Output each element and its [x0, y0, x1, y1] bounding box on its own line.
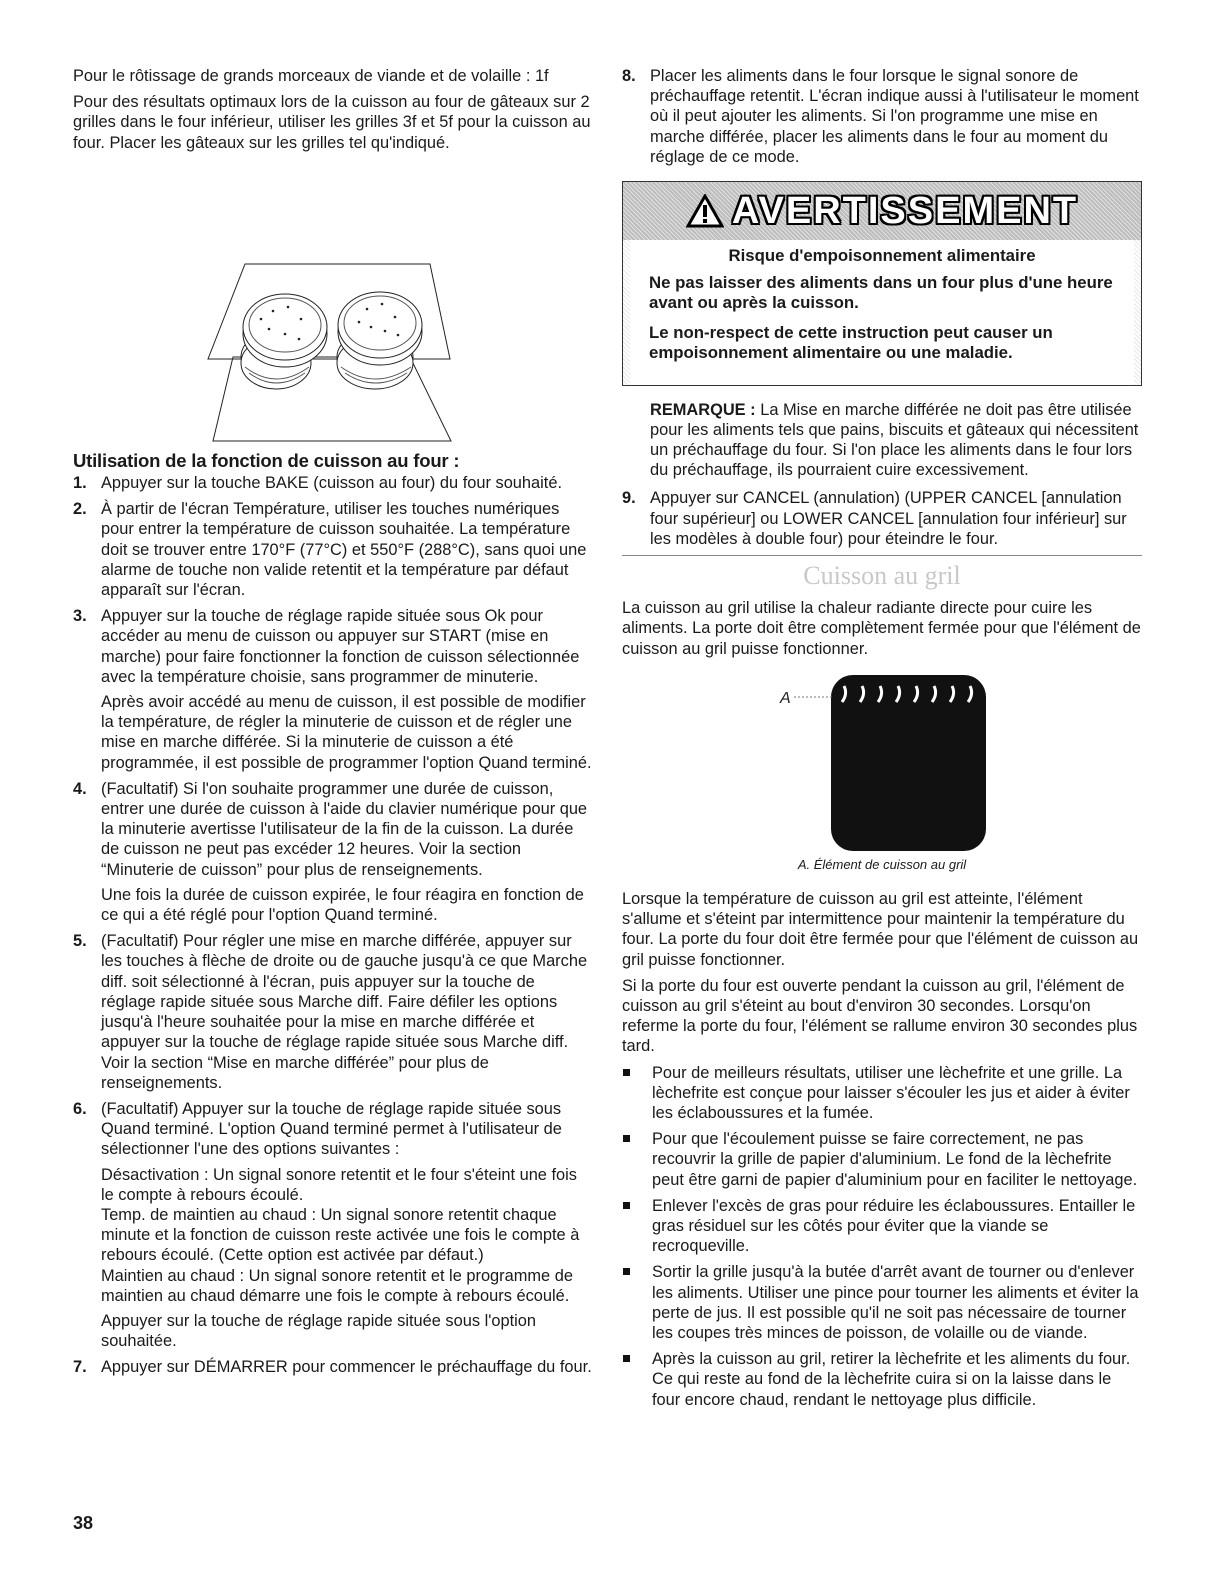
cake-rack-illustration — [73, 159, 593, 449]
step-number: 9. — [622, 489, 636, 508]
step-text: Appuyer sur DÉMARRER pour commencer le préchauffage du four. — [101, 1358, 592, 1377]
step-subparagraph: Après avoir accédé au menu de cuisson, il est possible de modifier la température, de régler la minuterie de cuisson et de régler une mise en marche différée. Si la minuterie de cuisson a été programmée, il est possible de programmer l'option Quand terminé. — [101, 693, 592, 772]
fig-label: A — [780, 689, 791, 707]
list-item: Pour de meilleurs résultats, utiliser une lèchefrite et une grille. La lèchefrite est conçue pour laisser s'écouler les jus et aider à éviter les éclaboussures et la fumée. — [622, 1063, 1142, 1124]
step-number: 1. — [73, 474, 87, 493]
broil-paragraph-1: Lorsque la température de cuisson au gril est atteinte, l'élément s'allume et s'éteint par intermittence pour maintenir la température du four. La porte du four doit être fermée pour que l'élément de cuisson au gril puisse fonctionner. — [622, 889, 1139, 969]
page-number: 38 — [73, 1513, 94, 1533]
warning-body — [622, 240, 1142, 386]
cancel-step-list — [622, 488, 1142, 549]
list-item — [73, 779, 593, 925]
step-text: Placer les aliments dans le four lorsque le signal sonore de préchauffage retentit. L'écran indique aussi à l'utilisateur le moment où il peut ajouter les aliments. Si l'on programme une mise en marche différée, placer les aliments dans le four au moment du réglage de ce mode. — [650, 67, 1139, 166]
step-subparagraph: Appuyer sur la touche de réglage rapide située sous l'option souhaitée. — [101, 1311, 537, 1351]
list-item — [73, 1357, 593, 1377]
step-number: 6. — [73, 1099, 87, 1118]
step-text: Appuyer sur la touche de réglage rapide située sous Ok pour accéder au menu de cuisson ou appuyer sur START (mise en marche) pour faire fonctionner la fonction de cuisson sélectionnée avec la température choisie, sans programmer de minuterie. — [101, 607, 580, 686]
warning-triangle-icon — [686, 194, 724, 228]
list-item — [622, 66, 1142, 167]
warning-line-1: Ne pas laisser des aliments dans un four plus d'une heure avant ou après la cuisson. — [649, 272, 1113, 313]
step-text: Appuyer sur la touche BAKE (cuisson au four) du four souhaité. — [101, 474, 563, 493]
step-number: 8. — [622, 67, 636, 85]
section-title: Utilisation de la fonction de cuisson au four : — [73, 449, 460, 471]
step-option-off: Désactivation : Un signal sonore retentit et le four s'éteint une fois le compte à rebours écoulé. — [101, 1165, 577, 1204]
broil-section-title: Cuisson au gril — [803, 560, 961, 590]
list-item — [73, 499, 593, 600]
list-item: Pour que l'écoulement puisse se faire correctement, ne pas recouvrir la grille de papier d'aluminium. Le fond de la lèchefrite peut être garni de papier d'aluminium pour en faciliter le nettoyage. — [622, 1129, 1142, 1190]
list-item — [622, 488, 1142, 549]
step-number: 3. — [73, 607, 87, 626]
step-text: Appuyer sur CANCEL (annulation) (UPPER CANCEL [annulation four supérieur] ou LOWER CANCEL [annulation four inférieur] sur les modèles à double four) pour éteindre le four. — [650, 489, 1127, 548]
list-item — [73, 473, 593, 493]
oven-racks-with-cakes-image — [73, 159, 593, 449]
right-column — [622, 66, 1142, 1416]
step-text: À partir de l'écran Température, utiliser les touches numériques pour entrer la température de cuisson souhaitée. La température doit se trouver entre 170°F (77°C) et 550°F (288°C), sans quoi une alarme de touche non valide retentit et la température par défaut apparaît sur l'écran. — [101, 500, 587, 600]
broil-paragraph-2: Si la porte du four est ouverte pendant la cuisson au gril, l'élément de cuisson au gril s'éteint au bout d'environ 30 secondes. Lorsqu'on referme la porte du four, l'élément se rallume environ 30 secondes plus tard. — [622, 976, 1138, 1056]
step-text: (Facultatif) Appuyer sur la touche de réglage rapide située sous Quand terminé. L'option Quand terminé permet à l'utilisateur de sélectionner l'une des options suivantes : — [101, 1099, 562, 1159]
note-text: La Mise en marche différée ne doit pas être utilisée pour les aliments tels que pains, biscuits et gâteaux qui nécessitent un préchauffage du four. Si l'on place les aliments dans le four lors du préchauffage, ils pourraient cuire excessivement. — [650, 400, 1139, 480]
intro-paragraph-1: Pour le rôtissage de grands morceaux de viande et de volaille : 1f — [73, 67, 549, 85]
section-divider — [622, 555, 1142, 556]
list-item: Après la cuisson au gril, retirer la lèchefrite et les aliments du four. Ce qui reste au fond de la lèchefrite cuira si on la laisse dans le four encore chaud, rendant le nettoyage plus difficile. — [622, 1349, 1142, 1410]
warning-box — [622, 181, 1142, 386]
list-item: Sortir la grille jusqu'à la butée d'arrêt avant de tourner ou d'enlever les aliments. Utiliser une pince pour tourner les aliments et éviter la perte de jus. Il est possible qu'il ne soit pas nécessaire de tourner les coupes très minces de poisson, de volaille ou de viande. — [622, 1262, 1142, 1343]
warning-line-2: Le non-respect de cette instruction peut causer un empoisonnement alimentaire ou une maladie. — [649, 322, 1053, 363]
broil-element-illustration — [622, 669, 1142, 855]
step-text: (Facultatif) Si l'on souhaite programmer une durée de cuisson, entrer une durée de cuisson à l'aide du clavier numérique pour que la minuterie avertisse l'utilisateur de la fin de la cuisson. La durée de cuisson ne peut pas excéder 12 heures. Voir la section “Minuterie de cuisson” pour plus de renseignements. — [101, 779, 588, 879]
list-item: Enlever l'excès de gras pour réduire les éclaboussures. Entailler le gras résiduel sur les côtés pour éviter que la viande se recroqueville. — [622, 1196, 1142, 1257]
intro-paragraph-2: Pour des résultats optimaux lors de la cuisson au four de gâteaux sur 2 grilles dans le four inférieur, utiliser les grilles 3f et 5f pour la cuisson au four. Placer les gâteaux sur les grilles tel qu'indiqué. — [73, 93, 591, 152]
step-number: 7. — [73, 1358, 87, 1377]
left-column — [73, 66, 593, 1384]
warning-header — [622, 181, 1142, 240]
list-item — [73, 1099, 593, 1351]
warning-title: AVERTISSEMENT — [731, 189, 1079, 232]
step-number: 4. — [73, 779, 87, 798]
bake-steps-list-continued — [622, 66, 1142, 167]
note-label: REMARQUE : — [650, 400, 756, 419]
step-number: 5. — [73, 932, 87, 951]
broil-intro: La cuisson au gril utilise la chaleur radiante directe pour cuire les aliments. La porte doit être complètement fermée pour que l'élément de cuisson au gril puisse fonctionner. — [622, 599, 1141, 658]
list-item — [73, 606, 593, 773]
figure-caption: A. Élément de cuisson au gril — [797, 856, 967, 872]
step-option-keep-warm-temp: Temp. de maintien au chaud : Un signal sonore retentit chaque minute et la fonction de cuisson reste activée une fois le compte à rebours écoulé. (Cette option est activée par défaut.) — [101, 1205, 580, 1265]
list-item — [73, 931, 593, 1093]
bake-steps-list — [73, 473, 593, 1378]
step-subparagraph: Une fois la durée de cuisson expirée, le four réagira en fonction de ce qui a été réglé pour l'option Quand terminé. — [101, 885, 584, 925]
step-text: (Facultatif) Pour régler une mise en marche différée, appuyer sur les touches à flèche de droite ou de gauche jusqu'à ce que Marche diff. soit sélectionné à l'écran, puis appuyer sur la touche de réglage rapide située sous Marche diff. Faire défiler les options jusqu'à l'heure souhaitée pour la mise en marche différée et appuyer sur la touche de réglage rapide située sous Marche diff. Voir la section “Mise en marche différée” pour plus de renseignements. — [101, 932, 588, 1092]
warning-subtitle: Risque d'empoisonnement alimentaire — [728, 246, 1036, 266]
note-paragraph — [622, 400, 1142, 481]
step-number: 2. — [73, 500, 87, 519]
broil-tips-list — [622, 1063, 1142, 1410]
broil-element-image — [622, 669, 1142, 855]
step-option-keep-warm: Maintien au chaud : Un signal sonore retentit et le programme de maintien au chaud démarre une fois le compte à rebours écoulé. — [101, 1266, 573, 1305]
